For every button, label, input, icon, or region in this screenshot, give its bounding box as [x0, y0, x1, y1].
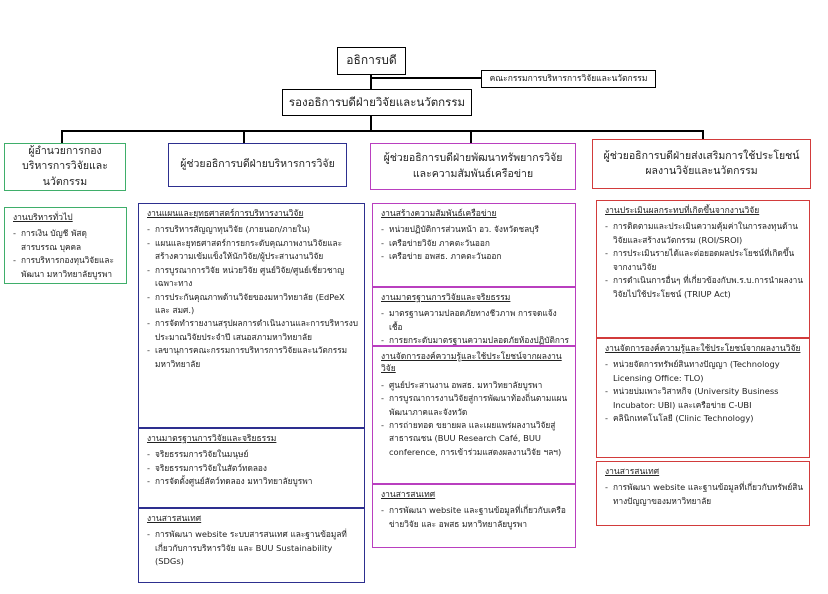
list-item: - ศูนย์ประสานงาน อพสธ. มหาวิทยาลัยบูรพา [381, 379, 569, 392]
col2-section-info [138, 508, 365, 583]
section-title: งานประเมินผลกระทบที่เกิดขึ้นจากงานวิจัย [605, 206, 760, 216]
vp-label: รองอธิการบดีฝ่ายวิจัยและนวัตกรรม [288, 95, 466, 110]
col2-header [168, 143, 347, 187]
list-item: - การประเมินรายได้และต่อยอดผลประโยชน์ที่เกิดขึ้นจากงานวิจัย [605, 247, 803, 274]
committee-box [481, 70, 656, 88]
list-item: - การพัฒนา website และฐานข้อมูลที่เกี่ยวกับเครือข่ายวิจัย และ อพสธ มหาวิทยาลัยบูรพา [381, 504, 569, 531]
connector-col2 [243, 130, 245, 144]
section-title: งานจัดการองค์ความรู้และใช้ประโยชน์จากผลงานวิจัย [605, 344, 801, 354]
connector-committee [370, 77, 482, 79]
list-item: - การพัฒนา website ระบบสารสนเทศ และฐานข้อมูลที่เกี่ยวกับการบริหารวิจัย และ BUU Sustainability (SDGs) [147, 528, 358, 568]
list-item: - เครือข่าย อพสธ. ภาคตะวันออก [381, 250, 569, 263]
connector-horizontal [61, 130, 703, 132]
list-item: - มาตรฐานความปลอดภัยทางชีวภาพ การจดแจ้งเชื้อ [381, 307, 569, 334]
col2-header-label: ผู้ช่วยอธิการบดีฝ่ายบริหารการวิจัย [180, 158, 335, 171]
section-title: งานสร้างความสัมพันธ์เครือข่าย [381, 209, 497, 219]
list-item: - หน่วยปฏิบัติการส่วนหน้า อว. จังหวัดชลบุรี [381, 223, 569, 236]
col3-header-label: ผู้ช่วยอธิการบดีฝ่ายพัฒนาทรัพยากรวิจัยและความสัมพันธ์เครือข่าย [383, 152, 563, 180]
section-title: งานจัดการองค์ความรู้และใช้ประโยชน์จากผลงานวิจัย [381, 352, 562, 375]
vp-box [282, 89, 472, 116]
section-title: งานสารสนเทศ [381, 490, 436, 500]
col4-header-label: ผู้ช่วยอธิการบดีฝ่ายส่งเสริมการใช้ประโยชน์ผลงานวิจัยและนวัตกรรม [603, 149, 800, 177]
section-title: งานมาตรฐานการวิจัยและจริยธรรม [381, 293, 511, 303]
president-box [337, 47, 406, 75]
col3-section-knowledge [372, 346, 576, 484]
list-item: - การประกันคุณภาพด้านวิจัยของมหาวิทยาลัย (EdPeX และ สมศ.) [147, 291, 358, 318]
col1-header-label: ผู้อำนวยการกองบริหารการวิจัยและนวัตกรรม [22, 145, 108, 188]
president-label: อธิการบดี [346, 53, 397, 68]
list-item: - เครือข่ายวิจัย ภาคตะวันออก [381, 237, 569, 250]
list-item: - จริยธรรมการวิจัยในสัตว์ทดลอง [147, 462, 358, 475]
connector-col1 [61, 130, 63, 144]
col4-header [592, 139, 811, 189]
committee-label: คณะกรรมการบริหารการวิจัยและนวัตกรรม [489, 73, 648, 84]
col1-section-general [4, 207, 127, 284]
list-item: - การยกระดับมาตรฐานความปลอดภัยห้องปฏิบัติการ [381, 334, 569, 347]
list-item: - การบูรณาการงานวิจัยสู่การพัฒนาท้องถิ่นตามแผนพัฒนาภาคและจังหวัด [381, 392, 569, 419]
section-title: งานสารสนเทศ [147, 514, 202, 524]
list-item: - การถ่ายทอด ขยายผล และเผยแพร่ผลงานวิจัยสู่สาธารณชน (BUU Research Café, BUU conference, การเข้าร่วมแสดงผลงานวิจัย ฯลฯ) [381, 419, 569, 459]
section-title: งานมาตรฐานการวิจัยและจริยธรรม [147, 434, 277, 444]
section-title: งานสารสนเทศ [605, 467, 660, 477]
col1-header [4, 143, 126, 191]
col2-section-plan [138, 203, 365, 428]
list-item: - คลินิกเทคโนโลยี (Clinic Technology) [605, 412, 803, 425]
list-item: - การพัฒนา website และฐานข้อมูลที่เกี่ยวกับทรัพย์สินทางปัญญาของมหาวิทยาลัย [605, 481, 803, 508]
col3-section-standards [372, 287, 576, 346]
connector-col3 [470, 130, 472, 144]
col2-section-ethics [138, 428, 365, 508]
list-item: - การจัดตั้งศูนย์สัตว์ทดลอง มหาวิทยาลัยบูรพา [147, 475, 358, 488]
list-item: - การบูรณาการวิจัย หน่วยวิจัย ศูนย์วิจัย/ศูนย์เชี่ยวชาญเฉพาะทาง [147, 264, 358, 291]
list-item: - จริยธรรมการวิจัยในมนุษย์ [147, 448, 358, 461]
col4-section-info [596, 461, 810, 526]
list-item: - เลขานุการคณะกรรมการบริหารการวิจัยและนวัตกรรม มหาวิทยาลัย [147, 344, 358, 371]
list-item: - การติดตามและประเมินความคุ้มค่าในการลงทุนด้านวิจัยและสร้างนวัตกรรม (ROI/SROI) [605, 220, 803, 247]
list-item: - การบริหารสัญญาทุนวิจัย (ภายนอก/ภายใน) [147, 223, 358, 236]
col3-section-info [372, 484, 576, 548]
list-item: - หน่วยบ่มเพาะวิสาหกิจ (University Business Incubator: UBI) และเครือข่าย C-UBI [605, 385, 803, 412]
col3-header [370, 143, 576, 190]
col4-section-impact [596, 200, 810, 338]
col3-section-network [372, 203, 576, 287]
list-item: - การจัดทำรายงานสรุปผลการดำเนินงานและการบริหารงบประมาณวิจัยประจำปี เสนอสภามหาวิทยาลัย [147, 317, 358, 344]
list-item: - การดำเนินการอื่นๆ ที่เกี่ยวข้องกับพ.ร.บ.การนำผลงานวิจัยไปใช้ประโยชน์ (TRIUP Act) [605, 274, 803, 301]
connector-vp-down [370, 115, 372, 131]
list-item: - การบริหารกองทุนวิจัยและพัฒนา มหาวิทยาลัยบูรพา [13, 254, 120, 281]
section-title: งานบริหารทั่วไป [13, 213, 73, 223]
list-item: - แผนและยุทธศาสตร์การยกระดับคุณภาพงานวิจัยและสร้างความเข้มแข็งให้นักวิจัย/ผู้ประสานงานวิจัย [147, 237, 358, 264]
list-item: - หน่วยจัดการทรัพย์สินทางปัญญา (Technology Licensing Office: TLO) [605, 358, 803, 385]
section-title: งานแผนและยุทธศาสตร์การบริหารงานวิจัย [147, 209, 304, 219]
list-item: - การเงิน บัญชี พัสดุ สารบรรณ บุคคล [13, 227, 120, 254]
col4-section-knowledge [596, 338, 810, 458]
